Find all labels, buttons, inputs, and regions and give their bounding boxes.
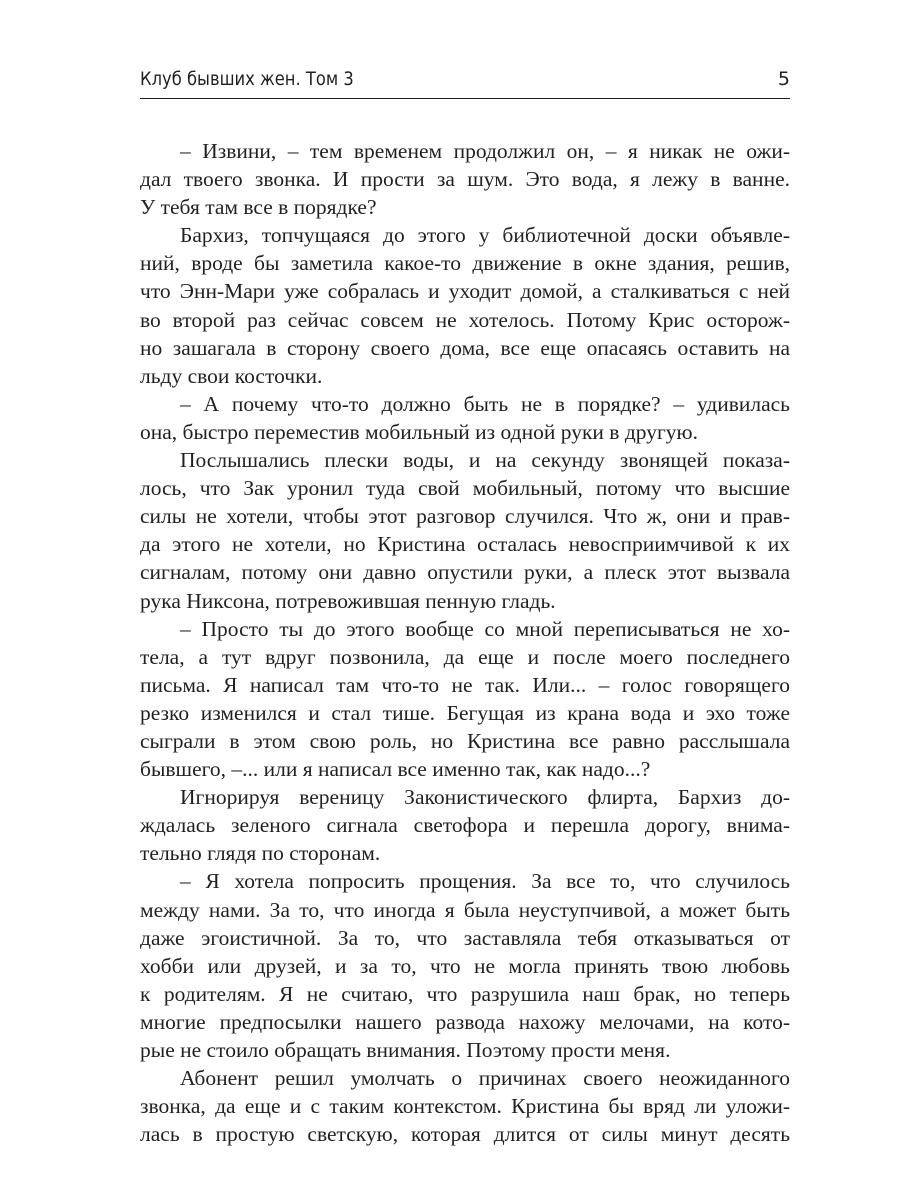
- text-line: рые не стоило обращать внимания. Поэтому прости меня.: [140, 1038, 671, 1062]
- text-line: резко изменился и стал тише. Бегущая из крана вода и эхо тоже: [140, 700, 790, 725]
- text-line: – Просто ты до этого вообще со мной переписываться не хо-: [180, 616, 790, 641]
- page-body: [140, 137, 790, 1148]
- text-line: бывшего, –... или я написал все именно так, как надо...?: [140, 757, 651, 782]
- text-line: У тебя там все в порядке?: [140, 195, 377, 220]
- text-line: письма. Я написал там что-то не так. Или... – голос говорящего: [140, 672, 790, 697]
- text-line: Абонент решил умолчать о причинах своего неожиданного: [180, 1066, 790, 1091]
- page-number: 5: [777, 68, 790, 90]
- text-line: Бархиз, топчущаяся до этого у библиотечной доски объявле-: [180, 223, 790, 248]
- text-line: что Энн-Мари уже собралась и уходит домой, а сталкиваться с ней: [140, 279, 790, 304]
- running-header: [140, 66, 790, 96]
- text-line: хобби или друзей, и за то, что не могла принять твою любовь: [140, 953, 790, 978]
- text-line: звонка, да еще и с таким контекстом. Кристина бы вряд ли уложи-: [140, 1094, 790, 1119]
- text-line: сыграли в этом свою роль, но Кристина все равно расслышала: [140, 728, 790, 753]
- text-line: она, быстро переместив мобильный из одной руки в другую.: [140, 419, 698, 444]
- text-line: лась в простую светскую, которая длится от силы минут десять: [140, 1122, 790, 1147]
- text-line: – А почему что-то должно быть не в порядке? – удивилась: [180, 391, 790, 416]
- text-line: Игнорируя вереницу Законистического флирта, Бархиз до-: [180, 785, 790, 810]
- paragraph: [140, 783, 790, 867]
- paragraph: [140, 137, 790, 221]
- paragraph: [140, 221, 790, 390]
- text-line: – Извини, – тем временем продолжил он, – я никак не ожи-: [180, 139, 790, 163]
- text-line: между нами. За то, что иногда я была неуступчивой, а может быть: [140, 897, 790, 922]
- text-line: многие предпосылки нашего развода нахожу мелочами, на кото-: [140, 1009, 790, 1034]
- text-line: силы не хотели, чтобы этот разговор случился. Что ж, они и прав-: [140, 504, 790, 529]
- text-line: тельно глядя по сторонам.: [140, 841, 381, 866]
- text-line: но зашагала в сторону своего дома, все еще опасаясь оставить на: [140, 335, 790, 360]
- text-line: Послышались плески воды, и на секунду звонящей показа-: [180, 448, 790, 473]
- text-line: сигналам, потому они давно опустили руки, а плеск этот вызвала: [140, 560, 790, 585]
- paragraph: [140, 1064, 790, 1148]
- text-line: даже эгоистичной. За то, что заставляла тебя отказываться от: [140, 925, 790, 950]
- text-line: ний, вроде бы заметила какое-то движение в окне здания, решив,: [140, 251, 790, 276]
- text-line: ждалась зеленого сигнала светофора и перешла дорогу, внима-: [140, 813, 790, 838]
- text-line: тела, а тут вдруг позвонила, да еще и после моего последнего: [140, 644, 790, 669]
- text-line: к родителям. Я не считаю, что разрушила наш брак, но теперь: [140, 981, 790, 1006]
- paragraph: [140, 446, 790, 615]
- book-title: Клуб бывших жен. Том 3: [140, 68, 354, 90]
- text-line: во второй раз сейчас совсем не хотелось. Потому Крис осторож-: [140, 307, 790, 332]
- text-line: лось, что Зак уронил туда свой мобильный, потому что высшие: [140, 476, 790, 501]
- paragraph: [140, 615, 790, 784]
- paragraph: [140, 390, 790, 446]
- text-line: льду свои косточки.: [140, 363, 323, 388]
- paragraph: [140, 867, 790, 1064]
- text-line: дал твоего звонка. И прости за шум. Это вода, я лежу в ванне.: [140, 167, 790, 192]
- header-rule: [140, 98, 790, 99]
- text-line: да этого не хотели, но Кристина осталась невосприимчивой к их: [140, 532, 790, 557]
- text-line: рука Никсона, потревожившая пенную гладь.: [140, 588, 556, 613]
- text-line: – Я хотела попросить прощения. За все то, что случилось: [180, 869, 790, 894]
